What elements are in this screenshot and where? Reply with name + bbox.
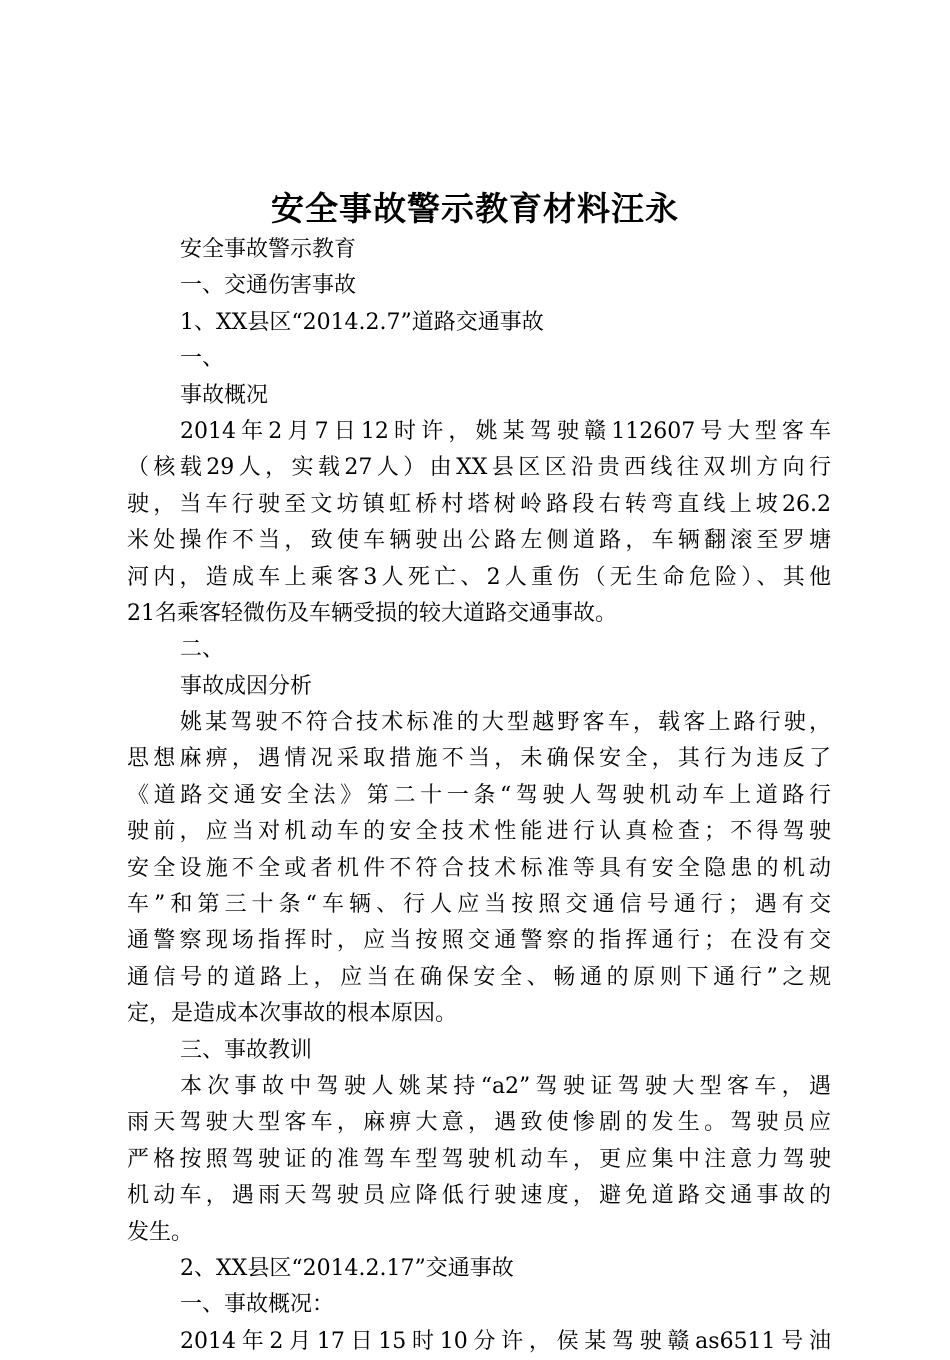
- subsection-heading: 事故概况: [180, 382, 269, 408]
- paragraph-line: 米处操作不当，致使车辆驶出公路左侧道路，车辆翻滚至罗塘: [127, 528, 831, 554]
- subsection-number: 二、: [180, 637, 225, 663]
- paragraph-line: 通信号的道路上，应当在确保安全、畅通的原则下通行”之规: [127, 964, 831, 990]
- subsection-number: 一、: [180, 346, 225, 372]
- paragraph-line: 本次事故中驾驶人姚某持“a2”驾驶证驾驶大型客车，遇: [180, 1073, 831, 1099]
- subsection-heading: 事故成因分析: [180, 673, 313, 699]
- paragraph-line: （核载29人，实载27人）由XX县区区沿贵西线往双圳方向行: [127, 455, 831, 481]
- paragraph-line: 21名乘客轻微伤及车辆受损的较大道路交通事故。: [127, 600, 617, 626]
- paragraph-line: 河内，造成车上乘客3人死亡、2人重伤（无生命危险）、其他: [127, 564, 831, 590]
- paragraph-line: 姚某驾驶不符合技术标准的大型越野客车，载客上路行驶，: [180, 710, 831, 736]
- paragraph-line: 发生。: [127, 1219, 194, 1245]
- document-body: [127, 232, 831, 1360]
- section-heading: 安全事故警示教育: [180, 237, 357, 262]
- paragraph-line: 严格按照驾驶证的准驾车型驾驶机动车，更应集中注意力驾驶: [127, 1146, 831, 1172]
- paragraph-line: 2014年2月17日15时10分许，侯某驾驶赣as6511号油: [180, 1328, 831, 1354]
- paragraph-line: 安全设施不全或者机件不符合技术标准等具有安全隐患的机动: [127, 855, 831, 881]
- subsection-heading: 三、事故教训: [180, 1037, 313, 1063]
- paragraph-line: 思想麻痹，遇情况采取措施不当，未确保安全，其行为违反了: [127, 746, 831, 772]
- paragraph-line: 车”和第三十条“车辆、行人应当按照交通信号通行；遇有交: [127, 892, 831, 918]
- case-heading: 2、XX县区“2014.2.17”交通事故: [180, 1255, 514, 1281]
- paragraph-line: 定，是造成本次事故的根本原因。: [127, 1001, 458, 1027]
- paragraph-line: 《道路交通安全法》第二十一条“驾驶人驾驶机动车上道路行: [127, 782, 831, 808]
- section-heading: 一、交通伤害事故: [180, 273, 357, 299]
- subsection-heading: 一、事故概况：: [180, 1292, 335, 1318]
- paragraph-line: 雨天驾驶大型客车，麻痹大意，遇致使惨剧的发生。驾驶员应: [127, 1110, 831, 1136]
- paragraph-line: 驶前，应当对机动车的安全技术性能进行认真检查；不得驾驶: [127, 819, 831, 845]
- document-title: 安全事故警示教育材料汪永: [271, 189, 679, 228]
- paragraph-line: 2014年2月7日12时许，姚某驾驶赣112607号大型客车: [180, 418, 831, 444]
- paragraph-line: 驶，当车行驶至文坊镇虹桥村塔树岭路段右转弯直线上坡26.2: [127, 491, 831, 517]
- case-heading: 1、XX县区“2014.2.7”道路交通事故: [180, 309, 544, 335]
- paragraph-line: 机动车，遇雨天驾驶员应降低行驶速度，避免道路交通事故的: [127, 1183, 831, 1209]
- paragraph-line: 通警察现场指挥时，应当按照交通警察的指挥通行；在没有交: [127, 928, 831, 954]
